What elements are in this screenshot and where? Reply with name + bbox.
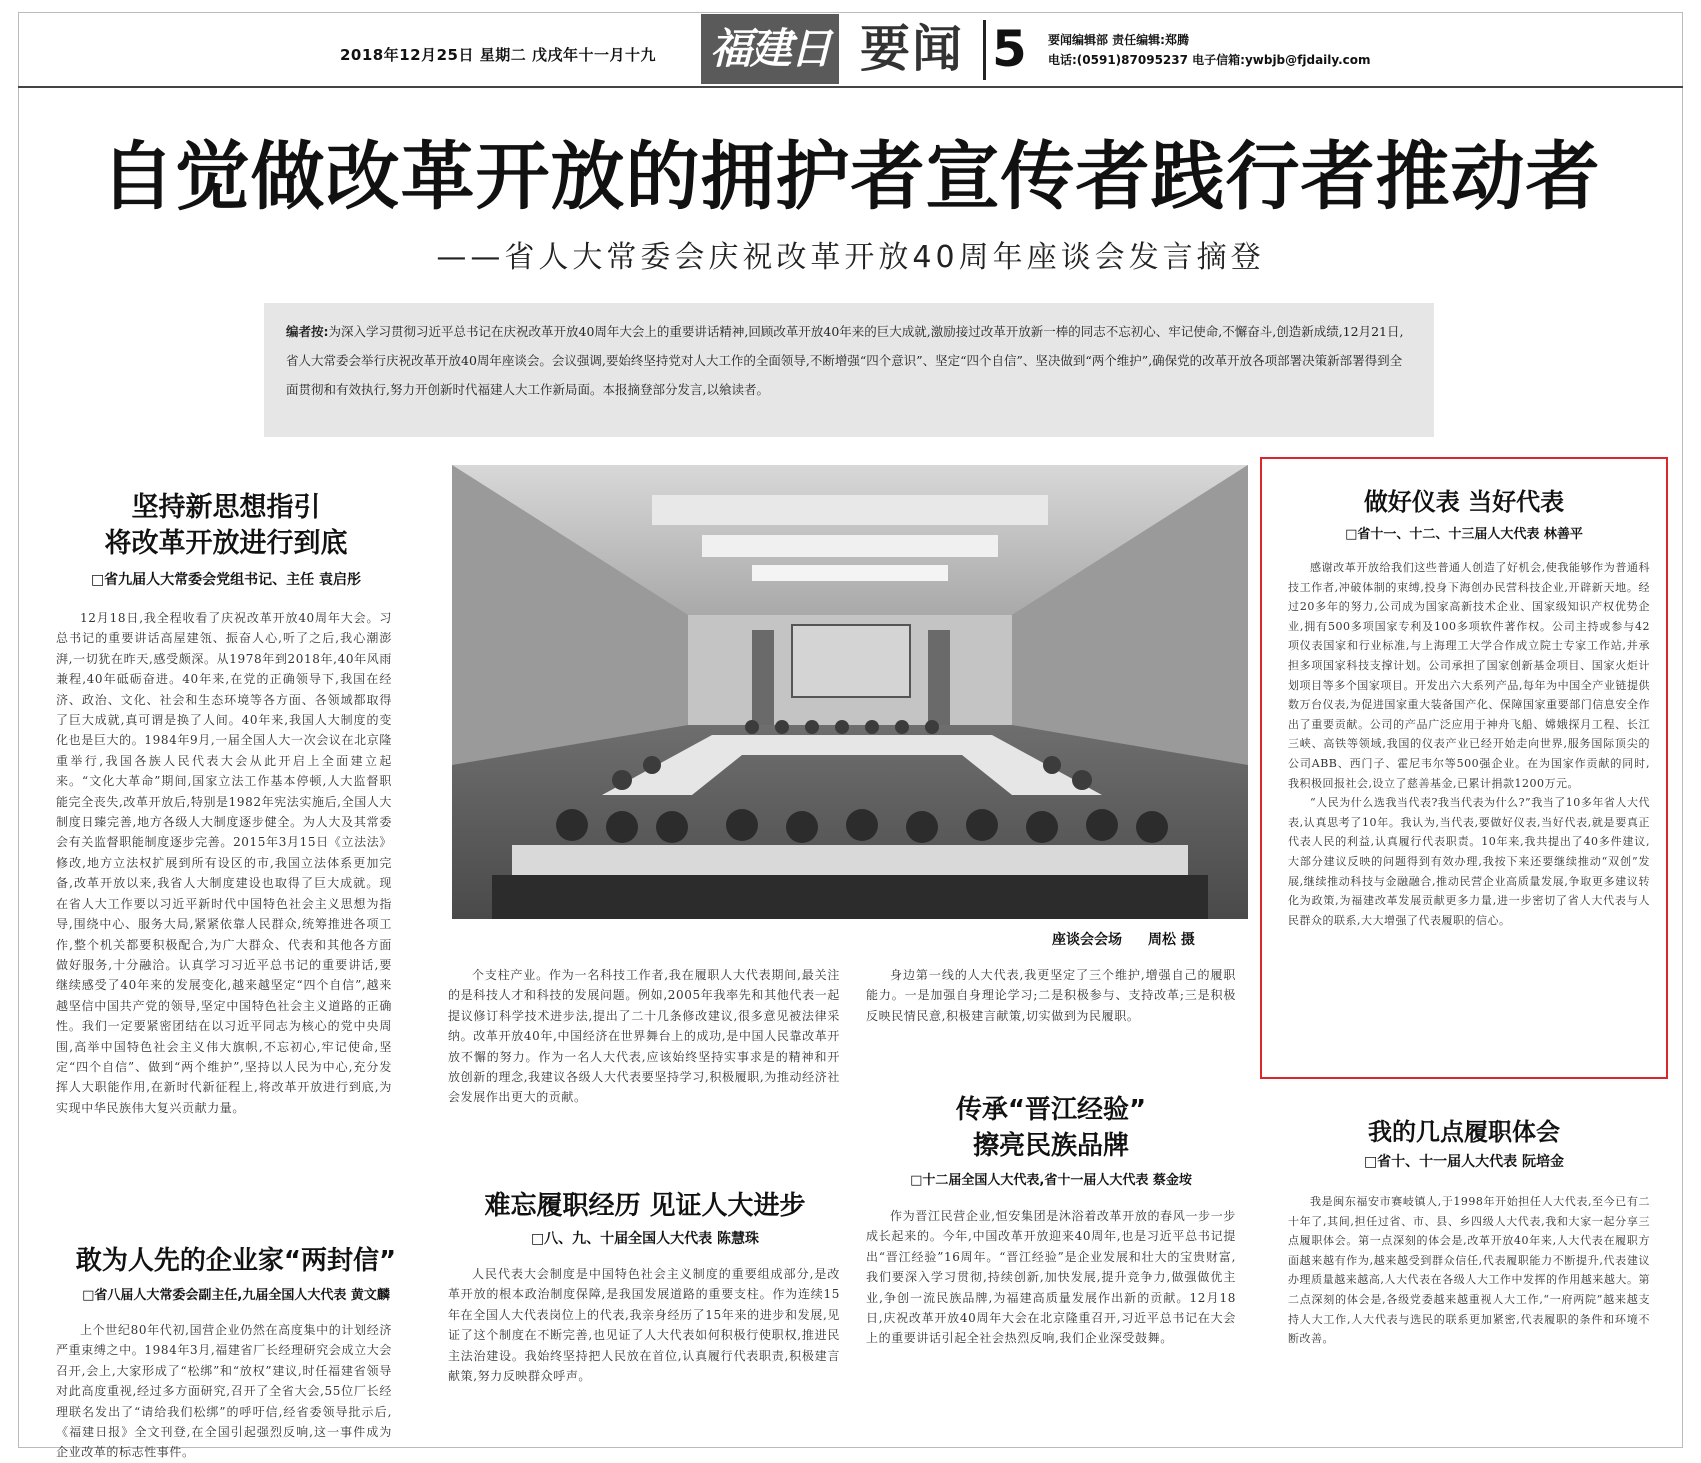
article-6-body	[1288, 1192, 1650, 1426]
caption-text: 座谈会会场	[1052, 932, 1122, 948]
photo-credit: 周松 摄	[1148, 932, 1195, 948]
article-3-text: 人民代表大会制度是中国特色社会主义制度的重要组成部分,是改革开放的根本政治制度保障,是我国发展道路的重要支柱。作为连续15年在全国人大代表岗位上的代表,我亲身经历了15年来的进步和发展,见证了这个制度在不断完善,也见证了人大代表如何积极行使职权,推进民主法治建设。我始终坚持把人民放在首位,认真履行代表职责,积极建言献策,努力反映群众呼声。	[448, 1267, 840, 1384]
contact-line: 电话:(0591)87095237 电子信箱:ywbjb@fjdaily.com	[1048, 53, 1371, 67]
editor-note-label: 编者按:	[286, 324, 329, 339]
article-5-paragraph-1: 感谢改革开放给我们这些普通人创造了好机会,使我能够作为普通科技工作者,冲破体制的束缚,投身下海创办民营科技企业,开辟新天地。经过20多年的努力,公司成为国家高新技术企业、国家级知识产权优势企业,拥有500多项国家专利及100多项软件著作权。公司主持或参与42项仪表国家和行业标准,与上海理工大学合作成立院士专家工作站,并承担多项国家科技支撑计划。公司承担了国家创新基金项目、国家火炬计划项目等多个国家项目。开发出六大系列产品,每年为中国全产业链提供数万台仪表,为促进国家重大装备国产化、保障国家重要部门信息安全作出了重要贡献。公司的产品广泛应用于神舟飞船、嫦娥探月工程、长江三峡、高铁等领域,我国的仪表产业已经开始走向世界,服务国际顶尖的公司ABB、西门子、霍尼韦尔等500强企业。在为国家作贡献的同时,我积极回报社会,设立了慈善基金,已累计捐款1200万元。	[1288, 561, 1650, 790]
article-5-paragraph-2: “人民为什么选我当代表?我当代表为什么?”我当了10多年省人大代表,认真思考了10年。我认为,当代表,要做好仪表,当好代表,就是要真正代表人民的利益,认真履行代表职责。10年来,我共提出了40多件建议,大部分建议反映的问题得到有效办理,我按下来还要继续推动“双创”发展,继续推动科技与金融融合,推动民营企业高质量发展,争取更多建议转化为政策,为福建改革发展贡献更多力量,进一步密切了省人大代表与人民群众的联系,大大增强了代表履职的信心。	[1288, 796, 1650, 927]
article-4-title	[866, 1092, 1236, 1164]
article-4-body	[866, 1206, 1236, 1426]
article-4-text: 作为晋江民营企业,恒安集团是沐浴着改革开放的春风一步一步成长起来的。今年,中国改革开放迎来40周年,也是习近平总书记提出“晋江经验”16周年。“晋江经验”是企业发展和壮大的宝贵财富,我们要深入学习贯彻,持续创新,加快发展,提升竞争力,做强做优主业,争创一流民族品牌,为福建高质量发展作出新的贡献。12月18日,庆祝改革开放40周年大会在北京隆重召开,习近平总书记在大会上的重要讲话引起全社会热烈反响,我们企业深受鼓舞。	[866, 1209, 1236, 1346]
article-4-continuation	[866, 965, 1236, 1055]
article-3-body	[448, 1264, 840, 1426]
article-4-byline: □十二届全国人大代表,省十一届人大代表 蔡金垵	[910, 1173, 1192, 1188]
section-name: 要闻	[860, 20, 964, 78]
article-5-title: 做好仪表 当好代表	[1363, 488, 1565, 516]
article-1-byline: □省九届人大常委会党组书记、主任 袁启彤	[90, 572, 362, 588]
article-3-byline: □八、九、十届全国人大代表 陈慧珠	[530, 1231, 760, 1247]
article-5-body	[1288, 558, 1650, 1068]
conference-room-illustration	[452, 465, 1248, 919]
conference-photo	[452, 465, 1248, 919]
editor-line: 要闻编辑部 责任编辑:郑腾	[1048, 33, 1189, 47]
article-2-byline: □省八届人大常委会副主任,九届全国人大代表 黄文麟	[82, 1288, 390, 1303]
article-4-continuation-text: 身边第一线的人大代表,我更坚定了三个维护,增强自己的履职能力。一是加强自身理论学习;二是积极参与、支持改革;三是积极反映民情民意,积极建言献策,切实做到为民履职。	[866, 968, 1236, 1023]
editor-info	[1048, 30, 1371, 70]
article-3-continuation	[448, 965, 840, 1133]
article-1-title	[36, 490, 416, 562]
article-6-title: 我的几点履职体会	[1368, 1118, 1560, 1146]
newspaper-logo: 福建日报	[701, 14, 839, 84]
masthead-divider	[983, 20, 986, 80]
article-6-text: 我是闽东福安市赛岐镇人,于1998年开始担任人大代表,至今已有二十年了,其间,担任过省、市、县、乡四级人大代表,我和大家一起分享三点履职体会。第一点深刻的体会是,改革开放40年来,人大代表在履职方面越来越有作为,越来越受到群众信任,代表履职能力不断提升,代表建议办理质量越来越高,人大代表在各级人大工作中发挥的作用越来越大。第二点深刻的体会是,各级党委越来越重视人大工作,“一府两院”越来越支持人大工作,人大代表与选民的联系更加紧密,代表履职的条件和环境不断改善。	[1288, 1195, 1650, 1346]
page-number: 5	[992, 20, 1027, 78]
article-2-body	[56, 1320, 392, 1460]
article-1-title-line-2: 将改革开放进行到底	[104, 528, 348, 559]
article-5-byline: □省十一、十二、十三届人大代表 林善平	[1345, 527, 1583, 542]
photo-caption	[1052, 929, 1195, 949]
editor-note	[264, 303, 1434, 437]
issue-date: 2018年12月25日 星期二 戊戌年十一月十九	[340, 46, 656, 64]
article-1-body	[56, 608, 392, 1198]
article-2-title: 敢为人先的企业家“两封信”	[75, 1246, 397, 1276]
article-2-text: 上个世纪80年代初,国营企业仍然在高度集中的计划经济严重束缚之中。1984年3月,福建省厂长经理研究会成立大会召开,会上,大家形成了“松绑”和“放权”建议,时任福建省领导对此高度重视,经过多方面研究,召开了全省大会,55位厂长经理联名发出了“请给我们松绑”的呼吁信,经省委领导批示后,《福建日报》全文刊登,在全国引起强烈反响,这一事件成为企业改革的标志性事件。	[56, 1323, 392, 1460]
article-6-byline: □省十、十一届人大代表 阮培金	[1363, 1154, 1565, 1170]
editor-note-text: 为深入学习贯彻习近平总书记在庆祝改革开放40周年大会上的重要讲话精神,回顾改革开放40年来的巨大成就,激励接过改革开放新一棒的同志不忘初心、牢记使命,不懈奋斗,创造新成绩,12月21日,省人大常委会举行庆祝改革开放40周年座谈会。会议强调,要始终坚持党对人大工作的全面领导,不断增强“四个意识”、坚定“四个自信”、坚决做到“两个维护”,确保党的改革开放各项部署决策新部署得到全面贯彻和有效执行,努力开创新时代福建人大工作新局面。本报摘登部分发言,以飨读者。	[286, 324, 1404, 397]
article-3-title: 难忘履职经历 见证人大进步	[484, 1191, 806, 1221]
article-4-title-line-1: 传承“晋江经验”	[955, 1095, 1147, 1125]
article-3-continuation-text: 个支柱产业。作为一名科技工作者,我在履职人大代表期间,最关注的是科技人才和科技的发展问题。例如,2005年我率先和其他代表一起提议修订科学技术进步法,提出了二十几条修改建议,很多意见被法律采纳。改革开放40年,中国经济在世界舞台上的成功,是中国人民靠改革开放不懈的努力。作为一名人大代表,应该始终坚持实事求是的精神和开放创新的理念,我建议各级人大代表要坚持学习,积极履职,为推动经济社会发展作出更大的贡献。	[448, 968, 840, 1105]
article-4-title-line-2: 擦亮民族品牌	[972, 1131, 1129, 1161]
article-1-title-line-1: 坚持新思想指引	[131, 492, 321, 523]
masthead-rule	[18, 86, 1683, 88]
main-headline: 自觉做改革开放的拥护者宣传者践行者推动者	[100, 134, 1601, 220]
article-1-text: 12月18日,我全程收看了庆祝改革开放40周年大会。习总书记的重要讲话高屋建瓴、振奋人心,听了之后,我心潮澎湃,一切犹在昨天,感受颇深。从1978年到2018年,40年风雨兼程,40年砥砺奋进。40年来,在党的正确领导下,我国在经济、政治、文化、社会和生态环境等各方面、各领域都取得了巨大成就,真可谓是换了人间。40年来,我国人大制度的变化也是巨大的。1984年9月,一届全国人大一次会议在北京隆重举行,我国各族人民代表大会从此开启上全面建立起来。“文化大革命”期间,国家立法工作基本停顿,人大监督职能完全丧失,改革开放后,特别是1982年宪法实施后,全国人大制度日臻完善,地方各级人大制度逐步健全。为人大及其常委会有关监督职能制度逐步完善。2015年3月15日《立法法》修改,地方立法权扩展到所有设区的市,我国立法体系更加完备,改革开放以来,我省人大制度建设也取得了巨大成就。现在省人大工作要以习近平新时代中国特色社会主义思想为指导,围绕中心、服务大局,紧紧依靠人民群众,统筹推进各项工作,整个机关都要积极配合,为广大群众、代表和其他各方面做好服务,十分融洽。认真学习习近平总书记的重要讲话,要继续感受了40年来的发展变化,越来越坚定“四个自信”,越来越坚信中国共产党的领导,坚定中国特色社会主义道路的正确性。我们一定要紧密团结在以习近平同志为核心的党中央周围,高举中国特色社会主义伟大旗帜,不忘初心,牢记使命,坚定“四个自信”、做到“两个维护”,坚持以人民为中心,充分发挥人大职能作用,在新时代新征程上,将改革开放进行到底,为实现中华民族伟大复兴贡献力量。	[56, 611, 392, 1115]
sub-headline: ——省人大常委会庆祝改革开放40周年座谈会发言摘登	[436, 240, 1265, 275]
